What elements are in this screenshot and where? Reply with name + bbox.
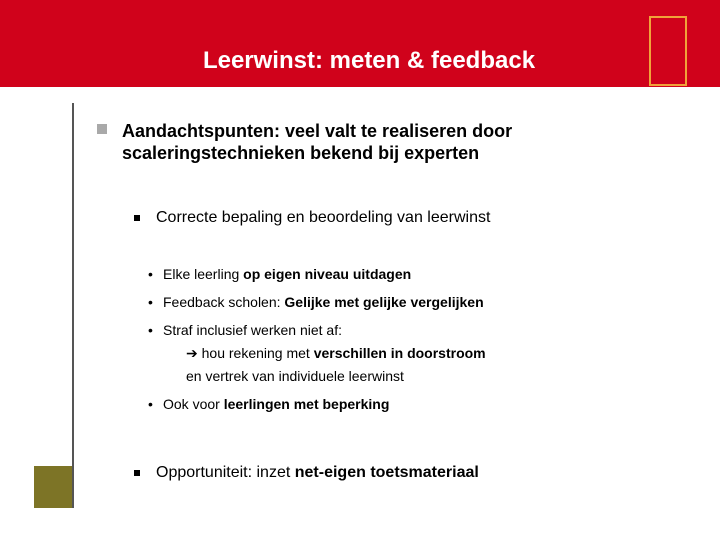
item-4-plain: Ook voor — [163, 396, 224, 412]
vertical-divider — [72, 103, 74, 508]
decorative-fill-box — [34, 466, 72, 508]
item-4 — [163, 394, 389, 414]
item-4-bold: leerlingen met beperking — [223, 396, 390, 412]
arrow-icon: ➔ — [186, 345, 198, 361]
item-2-plain: Feedback scholen: — [163, 294, 285, 310]
item-3-cont-bold: verschillen in doorstroom — [313, 345, 486, 361]
item-3-continuation-line-2: en vertrek van individuele leerwinst — [186, 368, 404, 384]
sub-point-2-plain: Opportuniteit: inzet — [156, 464, 295, 481]
item-1 — [163, 264, 411, 284]
bullet-dot: • — [148, 266, 153, 282]
item-1-bold: op eigen niveau uitdagen — [243, 266, 412, 282]
bullet-dot: • — [148, 396, 153, 412]
main-bullet-icon — [97, 124, 107, 134]
sub-point-2 — [156, 463, 479, 483]
item-2-bold: Gelijke met gelijke vergelijken — [284, 294, 484, 310]
bullet-dot: • — [148, 322, 153, 338]
main-point: Aandachtspunten: veel valt te realiseren door scaleringstechnieken bekend bij experten — [122, 121, 513, 163]
item-1-plain: Elke leerling — [163, 266, 244, 282]
item-2 — [163, 292, 484, 312]
slide-title: Leerwinst: meten & feedback — [202, 47, 536, 74]
item-3-cont-plain: hou rekening met — [197, 345, 314, 361]
item-3-plain: Straf inclusief werken niet af: — [163, 322, 342, 338]
sub-bullet-icon — [134, 215, 140, 221]
item-3-continuation — [186, 343, 486, 363]
item-3 — [163, 320, 342, 340]
bullet-dot: • — [148, 294, 153, 310]
sub-bullet-icon — [134, 470, 140, 476]
sub-point-2-bold: net-eigen toetsmateriaal — [294, 464, 479, 481]
sub-point-1: Correcte bepaling en beoordeling van leerwinst — [156, 209, 491, 226]
